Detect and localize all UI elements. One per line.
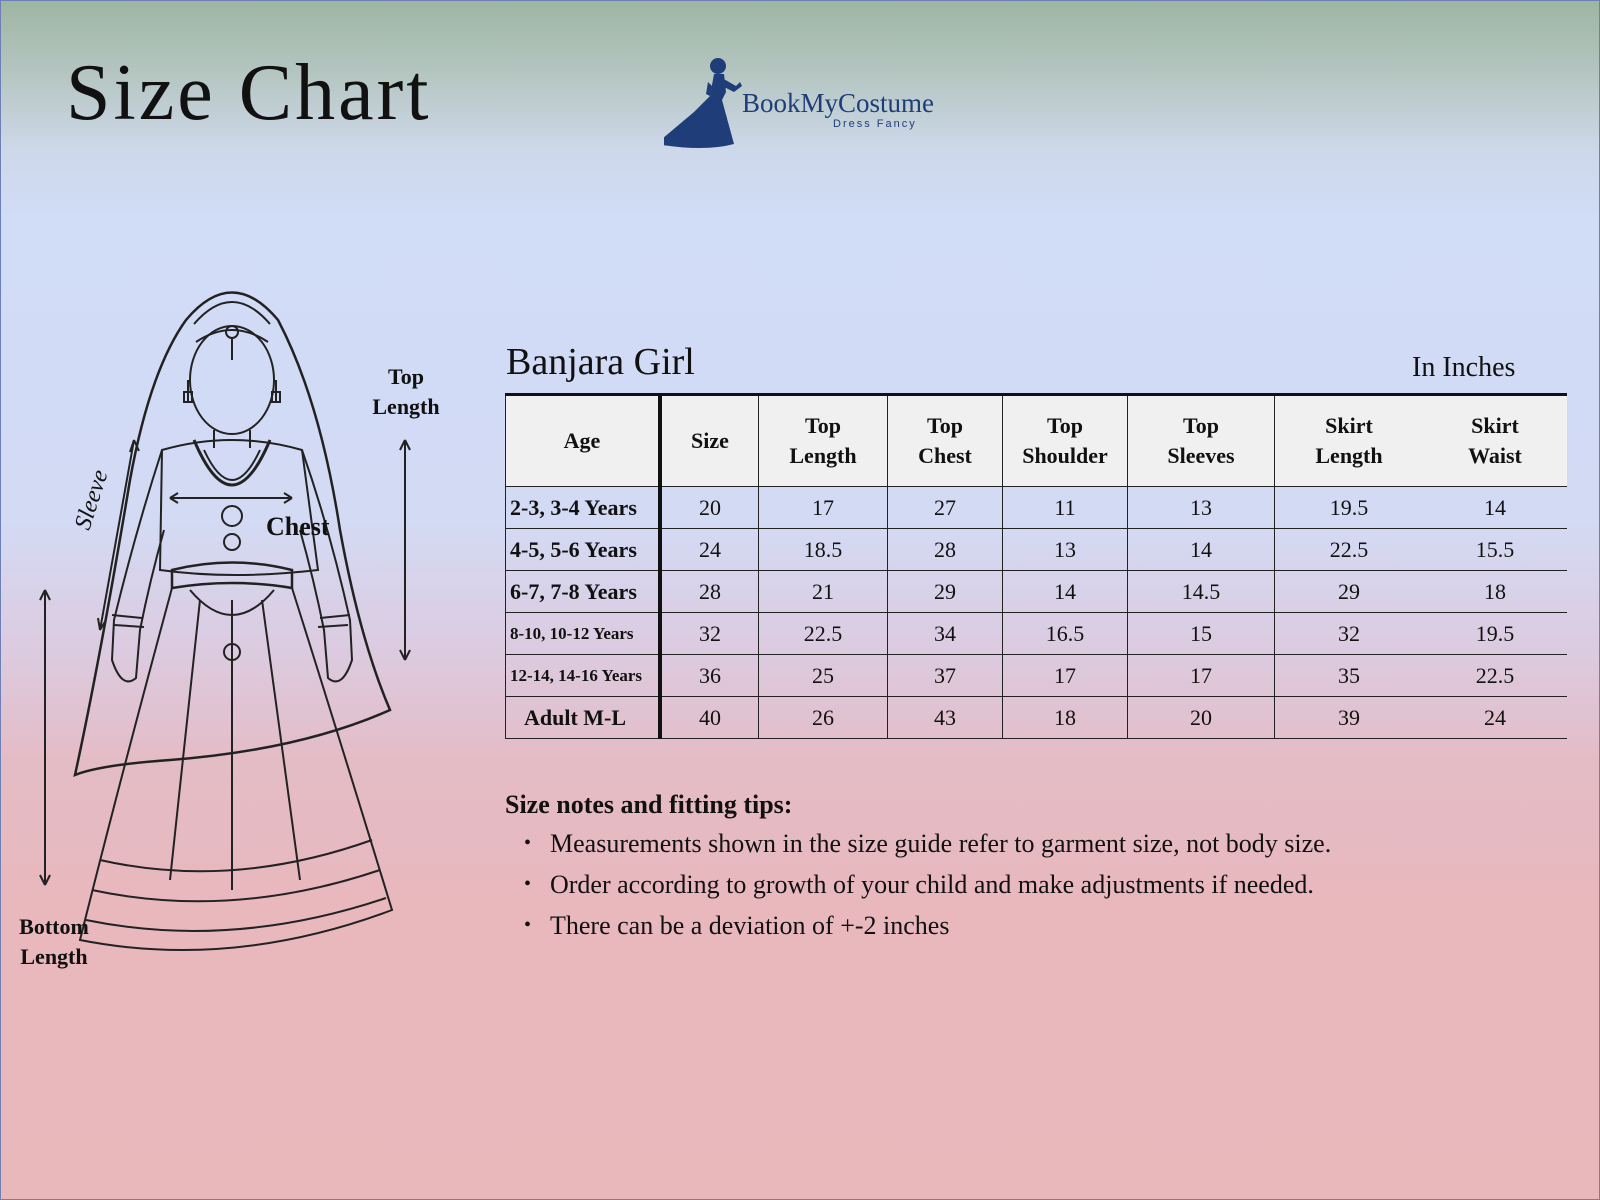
- table-cell: 28: [888, 529, 1003, 571]
- table-cell: 35: [1275, 655, 1424, 697]
- note-item: • Measurements shown in the size guide refer to garment size, not body size.: [550, 823, 1331, 864]
- table-cell: 40: [660, 697, 759, 739]
- table-cell: 15: [1128, 613, 1275, 655]
- table-cell: 27: [888, 487, 1003, 529]
- chest-label: Chest: [266, 512, 330, 541]
- table-cell: 16.5: [1003, 613, 1128, 655]
- note-item: • Order according to growth of your child and make adjustments if needed.: [550, 864, 1331, 905]
- table-cell: 18: [1423, 571, 1567, 613]
- notes-title: Size notes and fitting tips:: [505, 790, 793, 819]
- table-cell: 37: [888, 655, 1003, 697]
- table-cell: 32: [1275, 613, 1424, 655]
- table-cell: 34: [888, 613, 1003, 655]
- table-row: [506, 571, 1568, 613]
- units-label: In Inches: [1412, 352, 1516, 383]
- table-cell: 14: [1423, 487, 1567, 529]
- age-cell: 8-10, 10-12 Years: [506, 613, 661, 655]
- table-cell: 11: [1003, 487, 1128, 529]
- column-header: Size: [660, 395, 759, 487]
- top-length-label: Top Length: [372, 364, 440, 419]
- table-header-row: [506, 395, 1568, 487]
- table-cell: 24: [1423, 697, 1567, 739]
- sleeve-label: Sleeve: [70, 466, 114, 534]
- age-cell: 6-7, 7-8 Years: [506, 571, 661, 613]
- page-title: Size Chart: [66, 49, 432, 137]
- table-row: [506, 529, 1568, 571]
- note-item: • There can be a deviation of +-2 inches: [550, 905, 1331, 946]
- table-cell: 32: [660, 613, 759, 655]
- column-header: Top Sleeves: [1128, 395, 1275, 487]
- table-cell: 36: [660, 655, 759, 697]
- bottom-length-label: Bottom Length: [19, 914, 89, 969]
- table-cell: 21: [759, 571, 888, 613]
- column-header: Top Chest: [888, 395, 1003, 487]
- column-header: Top Shoulder: [1003, 395, 1128, 487]
- table-cell: 22.5: [1423, 655, 1567, 697]
- age-cell: Adult M-L: [506, 697, 661, 739]
- table-row: [506, 697, 1568, 739]
- table-cell: 18.5: [759, 529, 888, 571]
- table-cell: 28: [660, 571, 759, 613]
- table-cell: 22.5: [1275, 529, 1424, 571]
- age-cell: 2-3, 3-4 Years: [506, 487, 661, 529]
- table-cell: 13: [1128, 487, 1275, 529]
- table-title: Banjara Girl: [506, 341, 695, 383]
- table-cell: 25: [759, 655, 888, 697]
- table-cell: 15.5: [1423, 529, 1567, 571]
- table-cell: 14: [1003, 571, 1128, 613]
- age-cell: 12-14, 14-16 Years: [506, 655, 661, 697]
- table-cell: 26: [759, 697, 888, 739]
- table-cell: 19.5: [1423, 613, 1567, 655]
- table-cell: 24: [660, 529, 759, 571]
- table-cell: 39: [1275, 697, 1424, 739]
- column-header: Skirt Waist: [1423, 395, 1567, 487]
- size-table: [505, 393, 1567, 739]
- table-cell: 43: [888, 697, 1003, 739]
- table-cell: 22.5: [759, 613, 888, 655]
- table-cell: 17: [759, 487, 888, 529]
- table-cell: 13: [1003, 529, 1128, 571]
- table-cell: 19.5: [1275, 487, 1424, 529]
- table-cell: 20: [660, 487, 759, 529]
- table-row: [506, 613, 1568, 655]
- column-header: Top Length: [759, 395, 888, 487]
- table-cell: 17: [1003, 655, 1128, 697]
- table-cell: 20: [1128, 697, 1275, 739]
- brand-name: BookMyCostume: [742, 88, 935, 118]
- column-header: Skirt Length: [1275, 395, 1424, 487]
- age-cell: 4-5, 5-6 Years: [506, 529, 661, 571]
- column-header: Age: [506, 395, 661, 487]
- table-cell: 29: [1275, 571, 1424, 613]
- brand-tagline: Dress Fancy: [833, 118, 917, 130]
- table-cell: 17: [1128, 655, 1275, 697]
- table-cell: 18: [1003, 697, 1128, 739]
- table-row: [506, 487, 1568, 529]
- notes-list: [520, 823, 1331, 946]
- table-cell: 14.5: [1128, 571, 1275, 613]
- table-cell: 29: [888, 571, 1003, 613]
- table-cell: 14: [1128, 529, 1275, 571]
- table-row: [506, 655, 1568, 697]
